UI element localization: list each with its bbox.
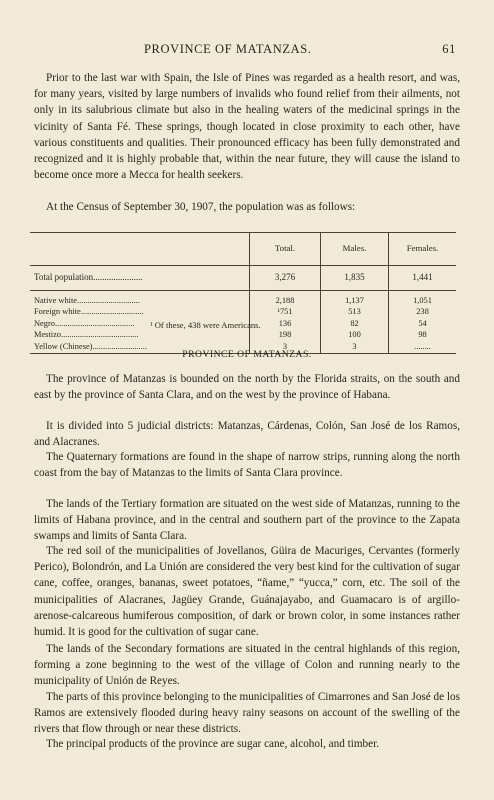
cell-males: 1,835 <box>321 266 389 291</box>
column-header-total: Total. <box>250 233 321 266</box>
table-row: Yellow (Chinese).......................... 3 3 ........ <box>30 341 456 354</box>
table-cell: ........ <box>389 341 457 354</box>
table-cell: 1,137 <box>321 291 389 307</box>
table-cell: 198 <box>250 329 321 340</box>
table-cell: 238 <box>389 306 457 317</box>
row-label: Mestizo <box>34 330 61 340</box>
table-cell: 3 <box>321 341 389 354</box>
table-cell: 98 <box>389 329 457 340</box>
row-label: Foreign white <box>34 307 81 317</box>
paragraph-quaternary: The Quaternary formations are found in the shape of narrow strips, running along the north coast from the bay of Matanzas to the limits of Santa Clara province. <box>34 451 460 480</box>
paragraph-flooding: The parts of this province belonging to the municipalities of Cimarrones and San José de los Ramos are extensively flooded during heavy rainy seasons on account of the swelling of the rivers that flow through or near these districts. <box>34 691 460 736</box>
table-row: Negro...................................... 136 82 54 <box>30 318 456 329</box>
table-row-total: Total population...................... 3,276 1,835 1,441 <box>30 266 456 291</box>
population-table <box>30 232 456 354</box>
table-cell: ¹751 <box>250 306 321 317</box>
table-row: Native white.............................. 2,188 1,137 1,051 <box>30 291 456 307</box>
label-header <box>30 233 250 266</box>
table-header-row <box>30 233 456 266</box>
row-label: Yellow (Chinese) <box>34 341 93 351</box>
running-title: PROVINCE OF MATANZAS. <box>144 42 312 56</box>
intro-paragraph: Prior to the last war with Spain, the Isle of Pines was regarded as a health resort, and was, for many years, visited by large numbers of invalids who found relief from their ailments, not only in its salubrious climate but also in the healing waters of the medicinal springs in the vicinity of Santa Fé. These springs, though located in close proximity to each other, have various constituents and qualities. Their pronounced efficacy has been fully demonstrated and recognized and it is highly probable that, within the near future, they will cause the island to become once more a Mecca for health seekers. <box>34 72 460 182</box>
row-label: Negro <box>34 318 55 328</box>
table-cell: 513 <box>321 306 389 317</box>
paragraph-judicial-districts: It is divided into 5 judicial districts: Matanzas, Cárdenas, Colón, San José de los Ramos, and Alacranes. <box>34 420 460 449</box>
row-label: Total population <box>34 272 94 283</box>
table-cell: 54 <box>389 318 457 329</box>
table-row: Mestizo..................................... 198 100 98 <box>30 329 456 340</box>
table-cell: 82 <box>321 318 389 329</box>
section-heading: PROVINCE OF MATANZAS. <box>182 349 312 360</box>
page-number: 61 <box>442 42 456 56</box>
paragraph-boundaries: The province of Matanzas is bounded on the north by the Florida straits, on the south and east by the province of Santa Clara, and on the west by the province of Habana. <box>34 373 460 402</box>
column-header-females: Females. <box>389 233 457 266</box>
cell-females: 1,441 <box>389 266 457 291</box>
table-cell: 100 <box>321 329 389 340</box>
paragraph-tertiary: The lands of the Tertiary formation are situated on the west side of Matanzas, running to the limits of Habana province, and in the central and southern part of the province to the Zapata swamps and limits of Santa Clara. <box>34 498 460 543</box>
running-header <box>34 42 460 58</box>
cell-total: 3,276 <box>250 266 321 291</box>
paragraph-red-soil: The red soil of the municipalities of Jovellanos, Güira de Macuriges, Cervantes (formerly Perico), Bolondrón, and La Unión are considered the very best kind for the cultivation of sugar cane, coffee, oranges, bananas, sweet potatoes, “ñame,” “yucca,” corn, etc. The soil of the municipalities of Alacranes, Jagüey Grande, Guánajayabo, and Guamacaro is of argillo-arenose-calcareous humiferous composition, of dark or brown color, in some instances rather humid. It is good for the cultivation of sugar cane. <box>34 545 460 639</box>
table-row: Foreign white.............................. ¹751 513 238 <box>30 306 456 317</box>
row-label: Native white <box>34 296 78 305</box>
table-cell: 3 <box>250 341 321 354</box>
paragraph-products: The principal products of the province are sugar cane, alcohol, and timber. <box>46 738 380 750</box>
table-cell: 2,188 <box>250 291 321 307</box>
column-header-males: Males. <box>321 233 389 266</box>
table-cell: 136 <box>250 318 321 329</box>
census-intro: At the Census of September 30, 1907, the population was as follows: <box>46 201 356 213</box>
table-footnote: ¹ Of these, 438 were Americans. <box>150 320 261 330</box>
paragraph-secondary: The lands of the Secondary formations are situated in the central highlands of this region, forming a zone beginning to the west of the village of Colon and running nearly to the municipality of Unión de Reyes. <box>34 643 460 688</box>
table-cell: 1,051 <box>389 291 457 307</box>
